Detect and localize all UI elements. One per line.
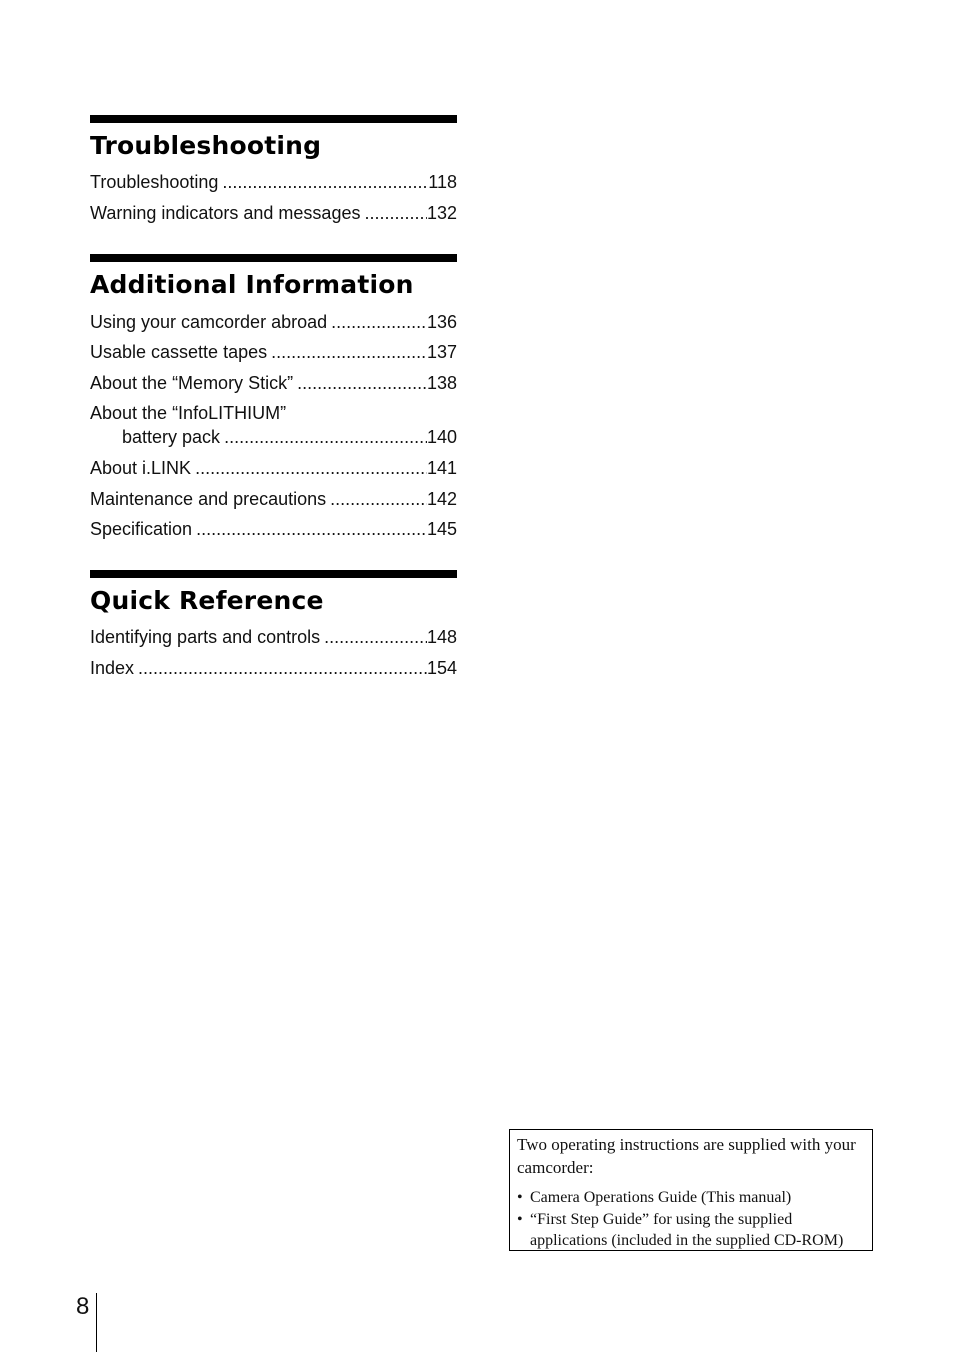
toc-entry[interactable]	[90, 340, 457, 364]
section-rule	[90, 570, 457, 578]
bullet: •	[517, 1189, 523, 1206]
dot-leader	[324, 625, 427, 649]
section-title: Quick Reference	[90, 586, 324, 615]
section-additional-information	[90, 254, 457, 541]
dot-leader	[138, 656, 427, 680]
toc-entry[interactable]	[90, 456, 457, 480]
list-item-text: Camera Operations Guide (This manual)	[530, 1189, 792, 1206]
toc-entry[interactable]	[90, 625, 457, 649]
toc-entry-continuation-label: battery pack	[122, 427, 221, 447]
toc-entry-label: About the “Memory Stick”	[90, 373, 294, 393]
toc-entry-label: Warning indicators and messages	[90, 203, 361, 223]
toc-entry-label: Usable cassette tapes	[90, 342, 268, 362]
dot-leader	[364, 201, 426, 225]
toc-entry-page: 138	[426, 373, 457, 393]
toc-entry-label: About the “InfoLITHIUM”	[90, 403, 287, 423]
section-troubleshooting	[90, 115, 457, 225]
section-quick-reference	[90, 570, 457, 680]
toc-entry[interactable]	[90, 170, 457, 194]
dot-leader	[297, 371, 427, 395]
toc-entry[interactable]	[90, 371, 457, 395]
dot-leader	[195, 456, 427, 480]
toc-entry-label: Specification	[90, 519, 193, 539]
toc-entry[interactable]	[90, 401, 457, 449]
page-number: 8	[76, 1293, 90, 1320]
toc-entry-label: Identifying parts and controls	[90, 627, 321, 647]
section-rule	[90, 254, 457, 262]
dot-leader	[196, 517, 427, 541]
toc-entry-page: 148	[426, 627, 457, 647]
toc-entry-page: 145	[426, 519, 457, 539]
toc-entry[interactable]	[90, 310, 457, 334]
section-rule	[90, 115, 457, 123]
toc-entry-page: 118	[428, 172, 457, 192]
toc-entry[interactable]	[90, 517, 457, 541]
dot-leader	[330, 487, 427, 511]
list-item-text: “First Step Guide” for using the supplied applications (included in the supplied CD-ROM)	[530, 1210, 844, 1249]
toc-entry-continuation	[90, 425, 457, 449]
toc-entry-label: Index	[90, 658, 135, 678]
toc-entry-page: 132	[426, 203, 457, 223]
supplied-instructions-box	[509, 1129, 873, 1251]
bullet: •	[517, 1210, 523, 1228]
dot-leader	[224, 425, 427, 449]
list-item	[517, 1209, 862, 1252]
toc-entry[interactable]	[90, 201, 457, 225]
dot-leader	[331, 310, 427, 334]
toc-entry-page: 141	[426, 458, 457, 478]
info-list	[517, 1187, 862, 1252]
dot-leader	[271, 340, 427, 364]
section-title: Additional Information	[90, 270, 414, 299]
toc-entry-page: 136	[426, 312, 457, 332]
toc-entry-page: 154	[426, 658, 457, 678]
page-number-rule	[96, 1293, 97, 1352]
toc-entry-label: Maintenance and precautions	[90, 489, 327, 509]
list-item	[517, 1187, 862, 1209]
toc-entry-label: Using your camcorder abroad	[90, 312, 328, 332]
toc-entry-page: 140	[426, 427, 457, 447]
dot-leader	[222, 170, 428, 194]
toc-entry-label: Troubleshooting	[90, 172, 219, 192]
toc-entry[interactable]	[90, 487, 457, 511]
toc-entry-page: 137	[426, 342, 457, 362]
toc-entry-label: About i.LINK	[90, 458, 192, 478]
toc-entry[interactable]	[90, 656, 457, 680]
section-title: Troubleshooting	[90, 131, 322, 160]
toc-entry-page: 142	[426, 489, 457, 509]
info-intro: Two operating instructions are supplied with your camcorder:	[517, 1135, 856, 1177]
